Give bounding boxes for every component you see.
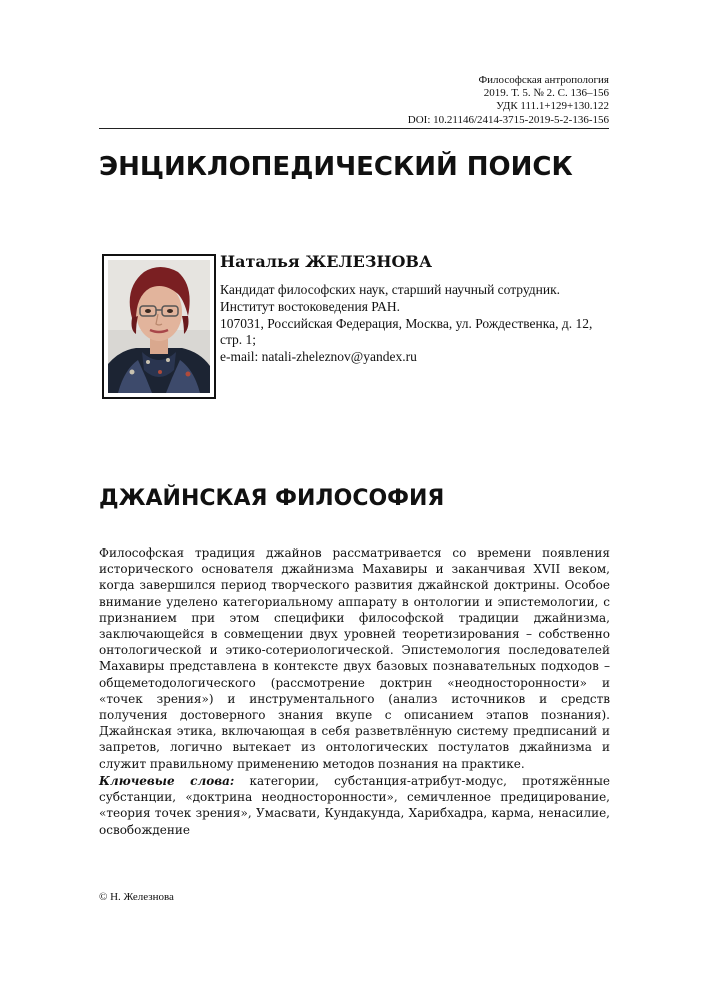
journal-header <box>408 74 609 127</box>
author-degree: Кандидат философских наук, старший научный сотрудник. <box>220 282 561 297</box>
journal-name: Философская антропология <box>478 74 609 86</box>
section-title: ЭНЦИКЛОПЕДИЧЕСКИЙ ПОИСК <box>99 152 573 182</box>
author-institution: Институт востоковедения РАН. <box>220 298 400 314</box>
keywords-paragraph <box>99 773 610 838</box>
author-address-line: 107031, Российская Федерация, Москва, ул. Рождественка, д. 12, <box>220 315 593 331</box>
doi-link[interactable]: DOI: 10.21146/2414-3715-2019-5-2-136-156 <box>407 113 609 126</box>
journal-issue: 2019. Т. 5. № 2. С. 136–156 <box>483 87 609 100</box>
keywords-text: категории, субстанция-атрибут-модус, протяжённые субстанции, «доктрина неодносторонности», семичленное предицирование, «теория точек зрения», Умасвати, Кундакунда, Харибхадра, карма, ненасилие, освобождение <box>99 774 610 837</box>
keywords-label: Ключевые слова: <box>99 774 235 788</box>
article-title: ДЖАЙНСКАЯ ФИЛОСОФИЯ <box>99 486 445 511</box>
author-address-line: стр. 1; <box>220 332 257 348</box>
copyright-footer: © Н. Железнова <box>99 891 174 903</box>
abstract-text: Философская традиция джайнов рассматривается со времени появления исторического основателя джайнизма Махавиры и заканчивая XVII веком, когда завершился период творческого развития джайнской доктрины. Особое внимание уделено категориальному аппарату в онтологии и эпистемологии, с признанием при этом специфики философской традиции джайнизма, заключающейся в совмещении двух уровней теоретизирования – собственно онтологической и этико-сотериологической. Эпистемология последователей Махавиры представлена в контексте двух базовых познавательных подходов – общеметодологического (рассмотрение доктрин «неодносторонности» и «точек зрения») и инструментального (анализ источников и средств получения достоверного знания вкупе с описанием этапов познания). Джайнская этика, включающая в себя разветвлённую систему предписаний и запретов, логично вытекает из онтологических постулатов джайнизма и служит правильному применению методов познания на практике. <box>99 546 610 771</box>
udc-code: УДК 111.1+129+130.122 <box>496 100 609 113</box>
author-name: Наталья ЖЕЛЕЗНОВА <box>220 252 432 271</box>
author-affiliation <box>220 282 600 366</box>
author-email[interactable]: e-mail: natali-zheleznov@yandex.ru <box>220 349 417 365</box>
author-portrait-image <box>108 260 210 393</box>
author-photo <box>102 254 216 399</box>
header-divider <box>99 128 609 129</box>
